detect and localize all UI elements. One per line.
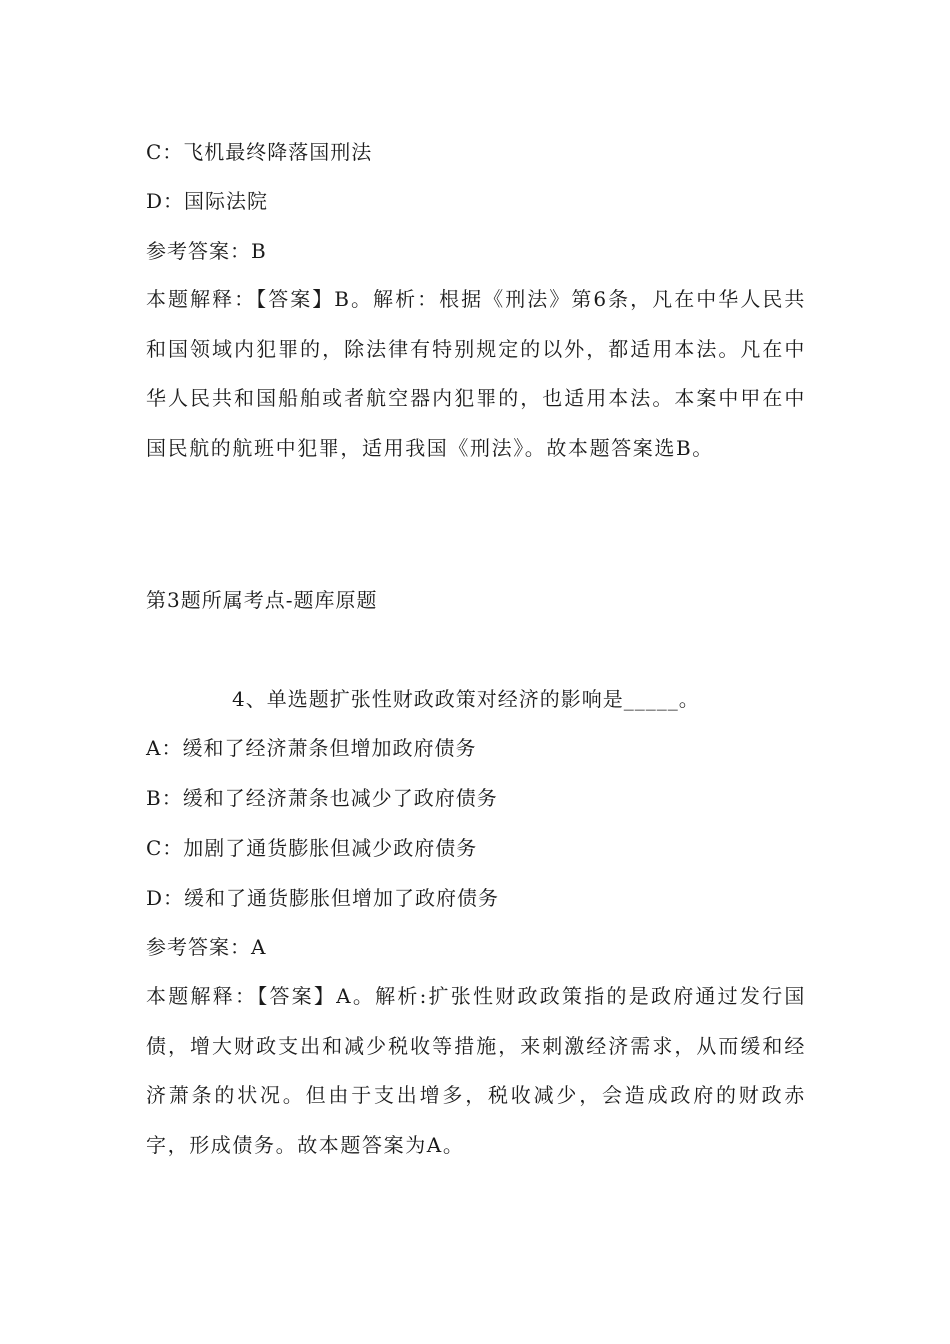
q4-option-c: C：加剧了通货膨胀但减少政府债务 — [146, 836, 478, 860]
q4-option-b: B：缓和了经济萧条也减少了政府债务 — [146, 786, 498, 810]
q3-option-d: D：国际法院 — [146, 189, 269, 213]
q3-answer: 参考答案：B — [146, 239, 267, 263]
q3-topic: 第3题所属考点-题库原题 — [146, 588, 378, 612]
q3-explanation: 本题解释：【答案】B。解析：根据《刑法》第6条，凡在中华人民共和国领域内犯罪的，除法律有特别规定的以外，都适用本法。凡在中华人民共和国船舶或者航空器内犯罪的，也适用本法。本案中甲在中国民航的航班中犯罪，适用我国《刑法》。故本题答案选B。 — [146, 287, 806, 460]
q4-answer: 参考答案：A — [146, 935, 267, 959]
q3-option-c: C：飞机最终降落国刑法 — [146, 140, 373, 164]
q4-option-a: A：缓和了经济萧条但增加政府债务 — [146, 736, 477, 760]
q4-explanation: 本题解释：【答案】A。解析:扩张性财政政策指的是政府通过发行国债，增大财政支出和减少税收等措施，来刺激经济需求，从而缓和经济萧条的状况。但由于支出增多，税收减少，会造成政府的财政赤字，形成债务。故本题答案为A。 — [146, 984, 806, 1157]
q4-option-d: D：缓和了通货膨胀但增加了政府债务 — [146, 886, 500, 910]
q4-question: 4、单选题扩张性财政政策对经济的影响是_____。 — [232, 687, 700, 711]
